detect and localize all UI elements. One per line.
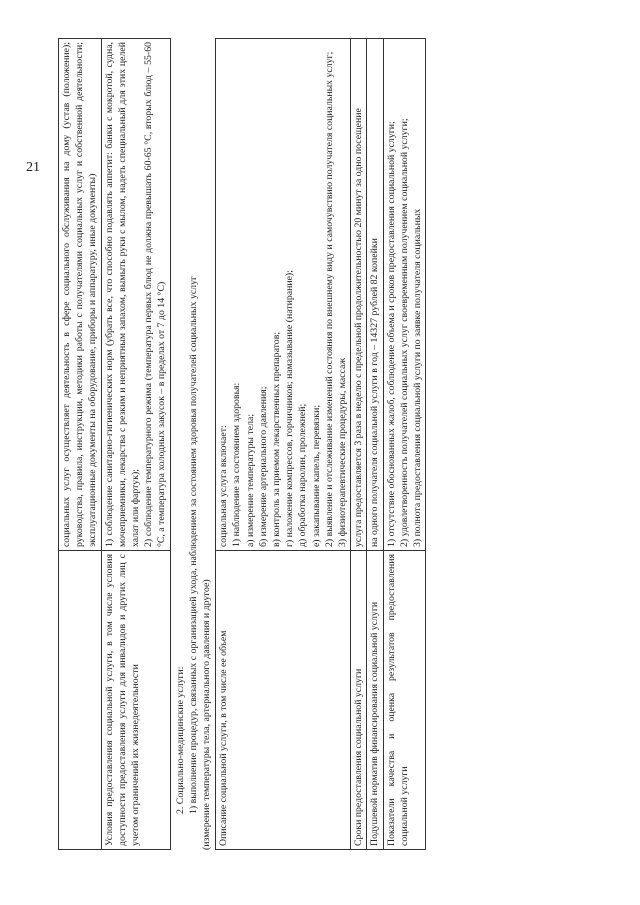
table-cell-continuation: социальных услуг осуществляет деятельность в сфере социального обслуживания на дому (устав (положение); руководства, правила, инструкции, методики работы с получателями социальных услуг и собственной деятельности; эксплуатационные документы на оборудование, приборы и аппаратуру, иные документы) [59,39,102,551]
services-table-bottom [215,38,426,850]
list-item: а) измерение температуры тела; [244,413,256,548]
quality-value [383,39,426,551]
list-item: б) измерение артериального давления; [257,386,269,548]
table-row [101,39,170,850]
list-item: 2) соблюдение температурного режима (температура первых блюд не должна превышать 60-65 °С, вторых блюд – 55-60 °С, а температура холодных закусок – в пределах от 7 до 14 °С) [143,42,168,548]
list-item: 3) физиотерапевтические процедуры, массаж [337,357,349,548]
list-item: 2) удовлетворенность получателей социальных услуг своевременным получением социальной услуги; [398,118,410,548]
conditions-value [101,39,170,551]
list-item: д) обработка наролин, пролежней; [297,403,309,548]
services-table-top [58,38,171,850]
section-heading: 2. Социально-медицинские услуги: [174,666,186,814]
table-row [367,39,383,850]
financing-value: на одного получателя социальной услуги в год – 14327 рублей 82 копейки [367,39,383,551]
list-item: 1) наблюдение за состоянием здоровья: [231,382,243,548]
section-heading-block [171,38,216,850]
financing-label: Подушевой норматив финансирования социальной услуги [367,551,383,850]
table-row [351,39,367,850]
table-row [216,39,351,850]
section-item-continuation: (измерение температуры тела, артериального давления и другое) [201,579,213,850]
list-item: социальная услуга включает: [218,425,230,548]
list-item: 1) отсутствие обоснованных жалоб, соблюдение объема и сроков предоставления социальной услуги; [385,121,397,548]
rotated-page-content [58,38,588,850]
conditions-label: Условия предоставления социальной услуги, в том числе условия доступности предоставления услуги для инвалидов и других лиц с учетом ограничений их жизнедеятельности [101,551,170,850]
list-item: 3) полнота предоставления социальной услуги по заявке получателя социальных [412,208,424,548]
quality-label: Показатели качества и оценка результатов предоставления социальной услуги [383,551,426,850]
table-cell-empty [59,551,102,850]
list-item: 2) выявление и отслеживание изменений состояния по внешнему виду и самочувствию получателя социальных услуг; [323,51,335,548]
list-item: г) наложение компрессов, горчичников; намазывание (натирание); [284,270,296,548]
list-item: е) закапывание капель, перевязки; [310,404,322,548]
description-value [216,39,351,551]
table-row [383,39,426,850]
section-item: 1) выполнение процедур, связанных с организацией ухода, наблюдением за состоянием здоровья получателей социальных услуг [187,276,199,814]
table-row [59,39,102,850]
description-label: Описание социальной услуги, в том числе ее объем [216,551,351,850]
list-item: в) контроль за приемом лекарственных препаратов; [271,331,283,548]
list-item: 1) соблюдение санитарно-гигиенических норм (убрать все, что способно подавлять аппетит: банки с мокротой, судна, мочеприемники, лекарства с резким и неприятным запахом, вымыть руки с мылом, надеть специальный для этих целей халат или фартук); [103,42,142,548]
terms-value: услуга предоставляется 3 раза в неделю с предельной продолжительностью 20 минут за одно посещение [351,39,367,551]
terms-label: Сроки предоставления социальной услуги [351,551,367,850]
page-number: 21 [26,160,40,175]
